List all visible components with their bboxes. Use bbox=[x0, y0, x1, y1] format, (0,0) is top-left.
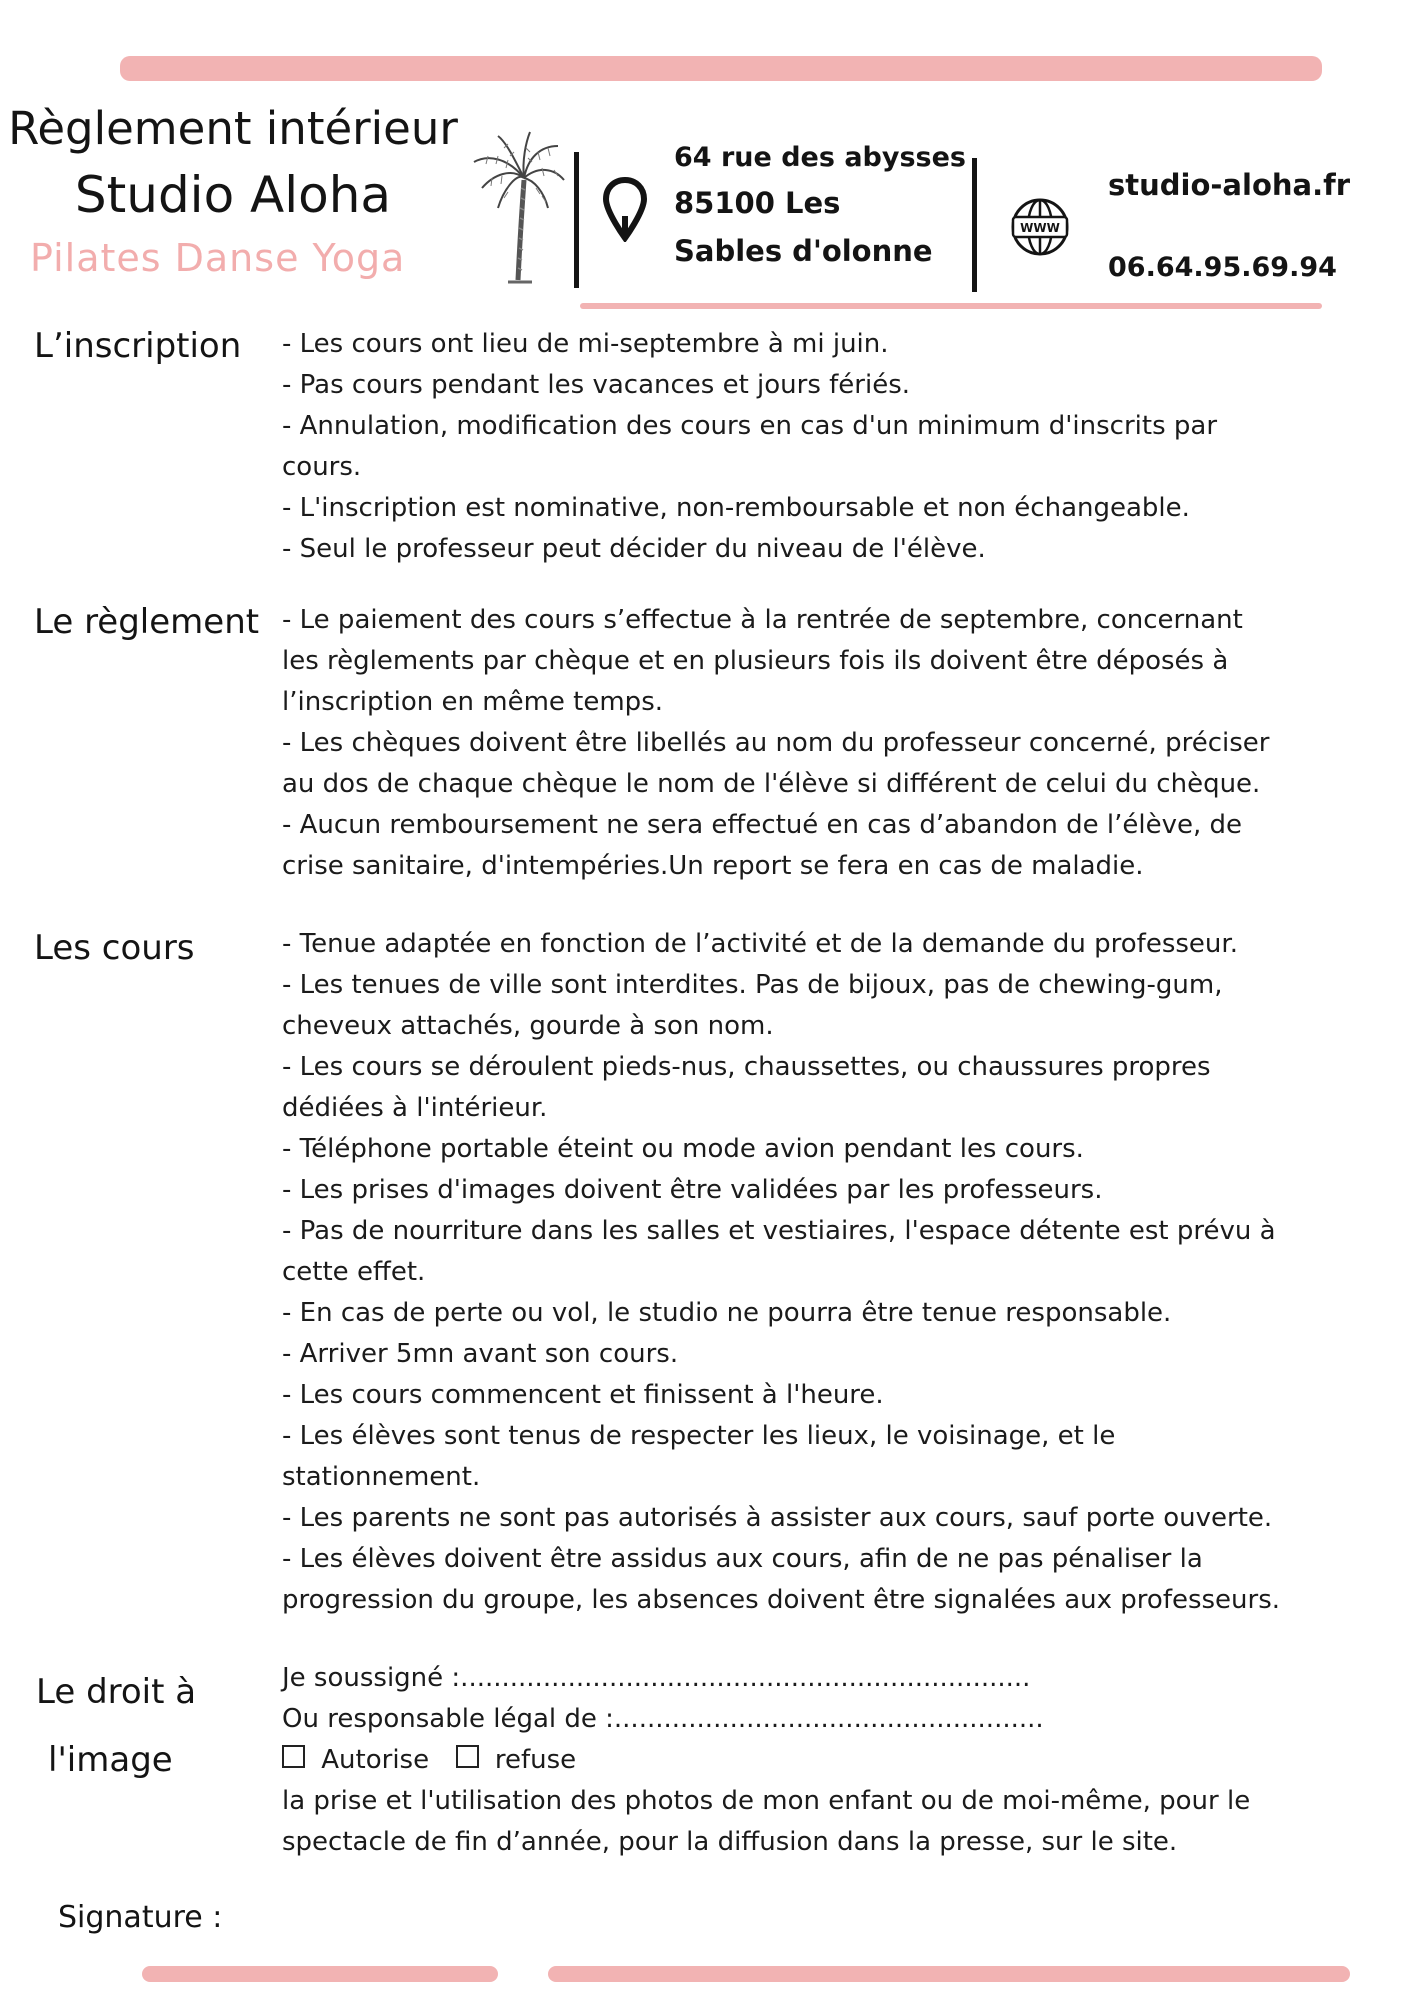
rule-line: - Les cours ont lieu de mi-septembre à mi juin. bbox=[282, 329, 889, 359]
website-link[interactable]: studio-aloha.fr bbox=[1108, 168, 1351, 202]
address-city: Sables d'olonne bbox=[674, 234, 933, 268]
rule-line: crise sanitaire, d'intempéries.Un report se fera en cas de maladie. bbox=[282, 851, 1144, 881]
rule-line: - Pas de nourriture dans les salles et vestiaires, l'espace détente est prévu à bbox=[282, 1216, 1276, 1246]
phone-number: 06.64.95.69.94 bbox=[1108, 252, 1337, 283]
address-street: 64 rue des abysses bbox=[674, 142, 967, 173]
rule-line: - Les chèques doivent être libellés au nom du professeur concerné, préciser bbox=[282, 728, 1270, 758]
section-heading-reglement: Le règlement bbox=[34, 602, 260, 642]
consent-text: spectacle de fin d’année, pour la diffusion dans la presse, sur le site. bbox=[282, 1827, 1178, 1857]
rule-line: - Arriver 5mn avant son cours. bbox=[282, 1339, 679, 1369]
section-heading-droit-image bbox=[36, 1658, 196, 1794]
refuse-label: refuse bbox=[494, 1745, 577, 1775]
rule-line: - L'inscription est nominative, non-remboursable et non échangeable. bbox=[282, 493, 1190, 523]
section-body-droit-image bbox=[282, 1658, 1402, 1863]
section-heading-line: l'image bbox=[48, 1740, 173, 1780]
rule-line: - Les élèves doivent être assidus aux cours, afin de ne pas pénaliser la bbox=[282, 1544, 1203, 1574]
header-separator bbox=[972, 158, 977, 292]
rule-line: - Les élèves sont tenus de respecter les lieux, le voisinage, et le bbox=[282, 1421, 1116, 1451]
rule-line: l’inscription en même temps. bbox=[282, 687, 663, 717]
rule-line: - En cas de perte ou vol, le studio ne pourra être tenue responsable. bbox=[282, 1298, 1172, 1328]
consent-text: la prise et l'utilisation des photos de mon enfant ou de moi-même, pour le bbox=[282, 1786, 1251, 1816]
autorise-label: Autorise bbox=[321, 1745, 430, 1775]
rule-line: - Aucun remboursement ne sera effectué en cas d’abandon de l’élève, de bbox=[282, 810, 1242, 840]
contact-underline-bar bbox=[580, 303, 1322, 309]
soussigne-field[interactable]: Je soussigné :..................................................................... bbox=[282, 1663, 1031, 1693]
consent-choice-row bbox=[282, 1740, 1402, 1781]
rule-line: les règlements par chèque et en plusieurs fois ils doivent être déposés à bbox=[282, 646, 1229, 676]
header-separator bbox=[574, 152, 579, 288]
rule-line: - Les parents ne sont pas autorisés à assister aux cours, sauf porte ouverte. bbox=[282, 1503, 1273, 1533]
activities-subtitle: Pilates Danse Yoga bbox=[30, 236, 406, 280]
rule-line: cours. bbox=[282, 452, 362, 482]
rule-line: dédiées à l'intérieur. bbox=[282, 1093, 548, 1123]
rule-line: - Les tenues de ville sont interdites. Pas de bijoux, pas de chewing-gum, bbox=[282, 970, 1223, 1000]
section-heading-inscription: L’inscription bbox=[34, 326, 242, 366]
rule-line: progression du groupe, les absences doivent être signalées aux professeurs. bbox=[282, 1585, 1281, 1615]
rule-line: au dos de chaque chèque le nom de l'élève si différent de celui du chèque. bbox=[282, 769, 1261, 799]
rule-line: - Les prises d'images doivent être validées par les professeurs. bbox=[282, 1175, 1103, 1205]
bottom-right-decorative-bar bbox=[548, 1966, 1350, 1982]
rule-line: - Annulation, modification des cours en cas d'un minimum d'inscrits par bbox=[282, 411, 1218, 441]
rule-line: - Tenue adaptée en fonction de l’activité et de la demande du professeur. bbox=[282, 929, 1238, 959]
autorise-checkbox[interactable] bbox=[282, 1745, 305, 1768]
section-heading-cours: Les cours bbox=[34, 928, 195, 968]
rule-line: - Seul le professeur peut décider du niveau de l'élève. bbox=[282, 534, 986, 564]
globe-www-icon bbox=[1010, 196, 1070, 258]
studio-name: Studio Aloha bbox=[74, 166, 392, 224]
document-title: Règlement intérieur bbox=[8, 102, 458, 155]
bottom-left-decorative-bar bbox=[142, 1966, 498, 1982]
rule-line: stationnement. bbox=[282, 1462, 481, 1492]
svg-text:WWW: WWW bbox=[1020, 221, 1060, 235]
rule-line: - Les cours commencent et finissent à l'heure. bbox=[282, 1380, 884, 1410]
section-heading-line: Le droit à bbox=[36, 1672, 197, 1712]
palm-tree-icon bbox=[468, 128, 568, 288]
rule-line: - Les cours se déroulent pieds-nus, chaussettes, ou chaussures propres bbox=[282, 1052, 1211, 1082]
address-postcode: 85100 Les bbox=[674, 186, 841, 220]
section-body-inscription bbox=[282, 324, 1402, 570]
section-body-reglement bbox=[282, 600, 1402, 887]
location-pin-icon bbox=[602, 176, 648, 242]
rule-line: cette effet. bbox=[282, 1257, 426, 1287]
refuse-checkbox[interactable] bbox=[456, 1745, 479, 1768]
rule-line: cheveux attachés, gourde à son nom. bbox=[282, 1011, 774, 1041]
rule-line: - Téléphone portable éteint ou mode avion pendant les cours. bbox=[282, 1134, 1084, 1164]
signature-label: Signature : bbox=[58, 1900, 223, 1935]
rule-line: - Le paiement des cours s’effectue à la rentrée de septembre, concernant bbox=[282, 605, 1243, 635]
rule-line: - Pas cours pendant les vacances et jours fériés. bbox=[282, 370, 911, 400]
responsable-legal-field[interactable]: Ou responsable légal de :.................................................... bbox=[282, 1704, 1044, 1734]
section-body-cours bbox=[282, 924, 1402, 1621]
top-decorative-bar bbox=[120, 56, 1322, 81]
